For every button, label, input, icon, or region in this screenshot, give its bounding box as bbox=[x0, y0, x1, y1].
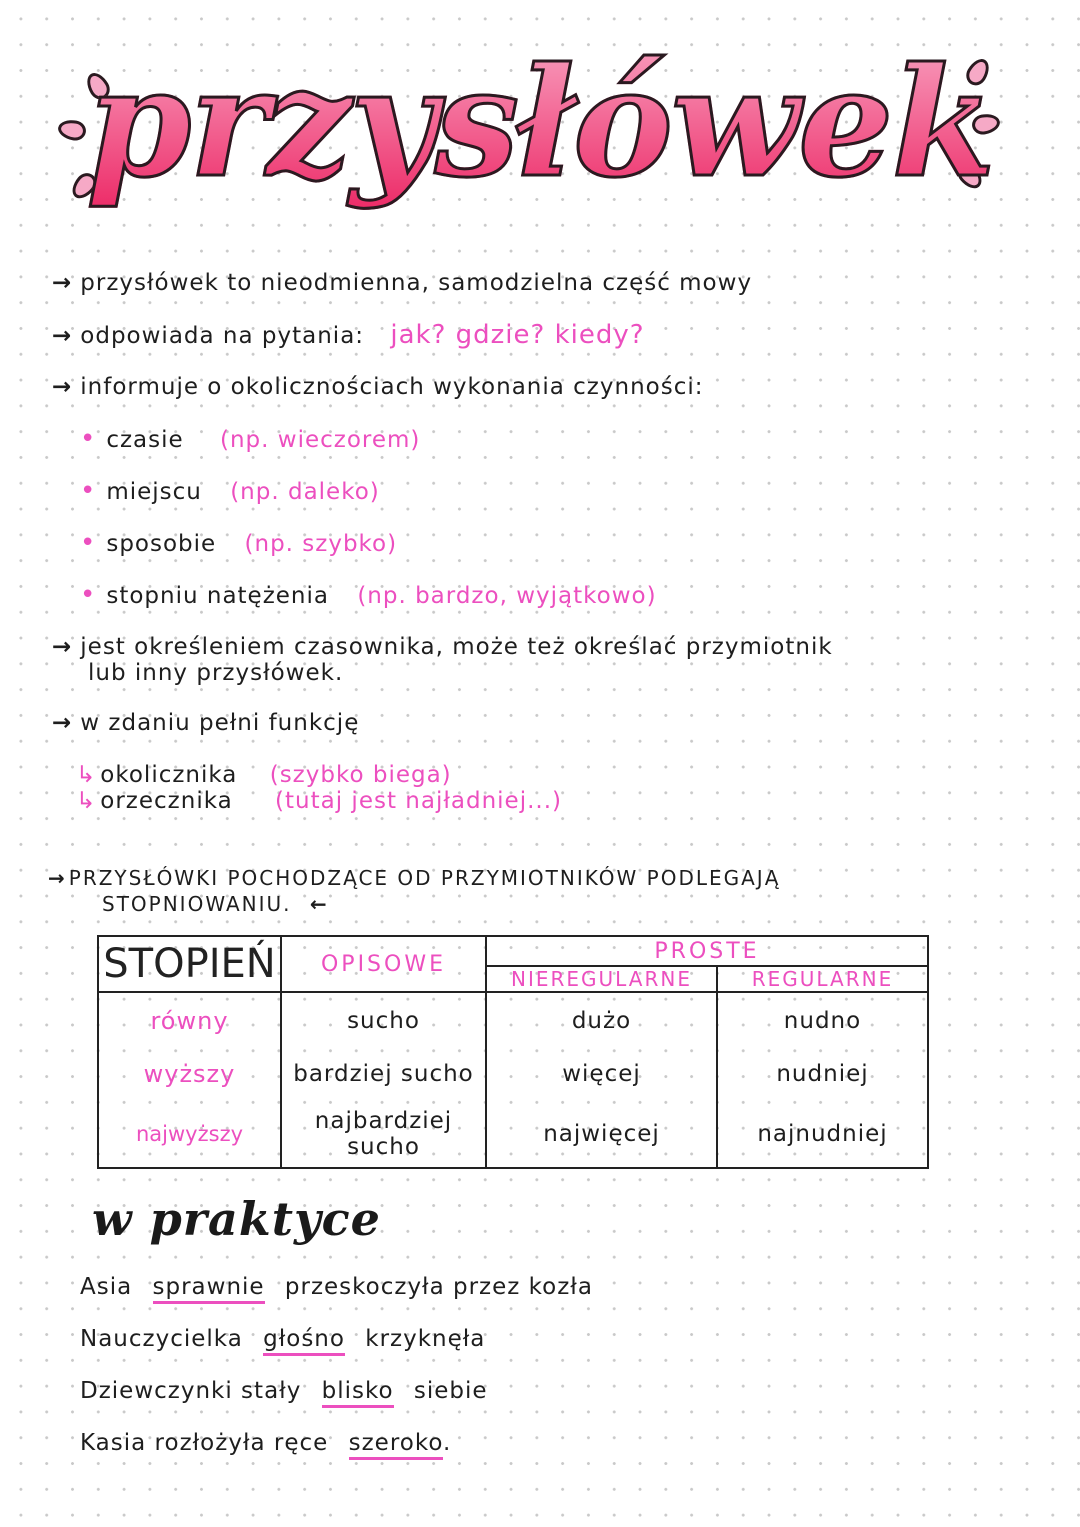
header-degree: STOPIEŃ bbox=[98, 936, 281, 992]
intro-line bbox=[52, 268, 752, 298]
header-descriptive: OPISOWE bbox=[281, 936, 486, 992]
gradation-note-line1: PRZYSŁÓWKI POCHODZĄCE OD PRZYMIOTNIKÓW PODLEGAJĄ bbox=[68, 866, 781, 890]
example-adverb: sprawnie bbox=[153, 1274, 265, 1304]
intro-text: przysłówek to nieodmienna, samodzielna część mowy bbox=[80, 270, 753, 296]
degree-cell: równy bbox=[150, 1006, 229, 1035]
header-simple: PROSTE bbox=[486, 936, 928, 966]
intro-text: odpowiada na pytania: bbox=[80, 323, 365, 349]
arrow-icon: → bbox=[52, 374, 73, 400]
bullet-icon: • bbox=[80, 580, 97, 610]
example-before: Kasia rozłożyła ręce bbox=[80, 1430, 329, 1456]
list-item-example: (np. bardzo, wyjątkowo) bbox=[357, 583, 657, 609]
table-row bbox=[98, 1048, 928, 1100]
degree-cell: wyższy bbox=[143, 1060, 236, 1088]
example-sentence bbox=[80, 1324, 485, 1354]
function-note-text: w zdaniu pełni funkcję bbox=[80, 710, 360, 736]
modifier-note-line1: jest określeniem czasownika, może też określać przymiotnik bbox=[80, 634, 833, 660]
example-after: . bbox=[443, 1430, 452, 1456]
regular-cell: najnudniej bbox=[757, 1120, 888, 1147]
function-note bbox=[52, 708, 359, 738]
gradation-note-line2: STOPNIOWANIU. bbox=[102, 892, 292, 916]
arrow-icon: → bbox=[52, 634, 73, 660]
descriptive-cell: najbardziej sucho bbox=[314, 1107, 453, 1160]
list-item-label: miejscu bbox=[106, 479, 202, 505]
list-item-example: (np. szybko) bbox=[244, 531, 398, 557]
list-item bbox=[80, 476, 380, 507]
intro-line bbox=[52, 320, 645, 351]
question-words: jak? gdzie? kiedy? bbox=[390, 320, 645, 350]
function-item-example: (szybko biega) bbox=[269, 762, 452, 788]
example-after: siebie bbox=[413, 1378, 488, 1404]
table-row bbox=[98, 1100, 928, 1168]
intro-text: informuje o okolicznościach wykonania czynności: bbox=[80, 374, 704, 400]
example-before: Asia bbox=[80, 1274, 133, 1300]
example-before: Dziewczynki stały bbox=[80, 1378, 302, 1404]
page-title: przysłówek bbox=[0, 28, 1080, 218]
example-sentence bbox=[80, 1272, 593, 1302]
modifier-note-line2: lub inny przysłówek. bbox=[88, 660, 344, 686]
example-adverb: głośno bbox=[263, 1326, 345, 1356]
header-irregular: NIEREGULARNE bbox=[486, 966, 717, 992]
list-item-label: sposobie bbox=[106, 531, 217, 557]
list-item bbox=[80, 424, 420, 455]
irregular-cell: więcej bbox=[562, 1061, 641, 1087]
function-item bbox=[76, 788, 562, 814]
example-sentence bbox=[80, 1376, 488, 1406]
example-before: Nauczycielka bbox=[80, 1326, 243, 1352]
degree-cell: najwyższy bbox=[135, 1121, 244, 1146]
practice-title: w praktyce bbox=[92, 1192, 381, 1246]
arrow-icon: → bbox=[48, 866, 67, 890]
irregular-cell: najwięcej bbox=[543, 1120, 660, 1147]
list-item-example: (np. daleko) bbox=[230, 479, 380, 505]
list-item-example: (np. wieczorem) bbox=[220, 427, 421, 453]
example-adverb: szeroko bbox=[349, 1430, 443, 1460]
gradation-table bbox=[97, 935, 929, 1169]
table-row bbox=[98, 992, 928, 1048]
example-adverb: blisko bbox=[322, 1378, 394, 1408]
regular-cell: nudniej bbox=[776, 1061, 869, 1087]
list-item bbox=[80, 528, 397, 559]
example-after: przeskoczyła przez kozła bbox=[284, 1274, 593, 1300]
descriptive-cell: sucho bbox=[347, 1007, 420, 1034]
list-item-label: czasie bbox=[106, 427, 184, 453]
bullet-icon: • bbox=[80, 528, 97, 558]
arrow-icon: → bbox=[52, 270, 73, 296]
gradation-note-line2-wrap bbox=[102, 890, 329, 918]
irregular-cell: dużo bbox=[571, 1007, 632, 1034]
function-item-example: (tutaj jest najładniej...) bbox=[275, 788, 562, 814]
regular-cell: nudno bbox=[783, 1007, 862, 1034]
example-sentence bbox=[80, 1428, 451, 1458]
list-item-label: stopniu natężenia bbox=[106, 583, 329, 609]
sub-arrow-icon: ↳ bbox=[76, 788, 97, 814]
sub-arrow-icon: ↳ bbox=[76, 762, 97, 788]
gradation-note bbox=[48, 864, 780, 892]
function-item bbox=[76, 762, 452, 788]
arrow-icon: → bbox=[52, 710, 73, 736]
header-regular: REGULARNE bbox=[717, 966, 928, 992]
example-after: krzyknęła bbox=[365, 1326, 486, 1352]
arrow-icon: → bbox=[52, 323, 73, 349]
back-arrow-icon: ← bbox=[309, 892, 329, 916]
bullet-icon: • bbox=[80, 424, 97, 454]
function-item-label: okolicznika bbox=[100, 762, 238, 788]
intro-line bbox=[52, 372, 703, 402]
descriptive-cell: bardziej sucho bbox=[293, 1061, 474, 1087]
function-item-label: orzecznika bbox=[100, 788, 233, 814]
list-item bbox=[80, 580, 657, 611]
bullet-icon: • bbox=[80, 476, 97, 506]
